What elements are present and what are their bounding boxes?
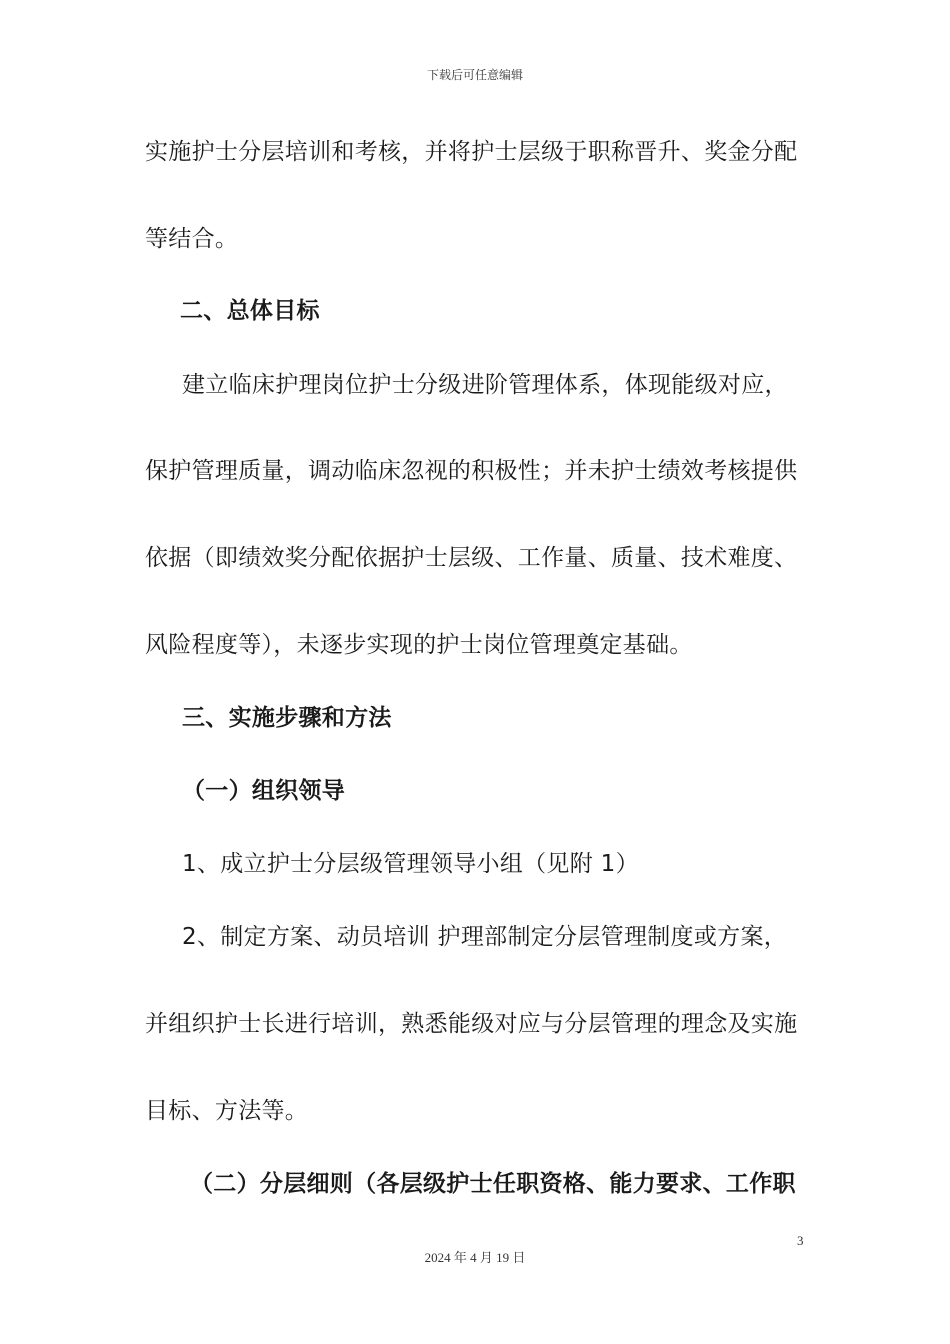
paragraph-line: 依据（即绩效奖分配依据护士层级、工作量、质量、技术难度、 <box>145 545 798 571</box>
paragraph-line: 风险程度等），未逐步实现的护士岗位管理奠定基础。 <box>145 632 693 658</box>
paragraph-line: 目标、方法等。 <box>145 1098 309 1124</box>
page-number: 3 <box>797 1233 804 1248</box>
paragraph-line: 并组织护士长进行培训，熟悉能级对应与分层管理的理念及实施 <box>145 1011 798 1037</box>
paragraph-line: 实施护士分层培训和考核，并将护士层级于职称晋升、奖金分配 <box>145 139 798 165</box>
subsection-heading-layer-rules: （二）分层细则（各层级护士任职资格、能力要求、工作职 <box>190 1171 796 1197</box>
paragraph-line: 建立临床护理岗位护士分级进阶管理体系，体现能级对应， <box>182 372 788 398</box>
paragraph-line: 保护管理质量，调动临床忽视的积极性；并未护士绩效考核提供 <box>145 458 798 484</box>
list-item: 1、成立护士分层级管理领导小组（见附 1） <box>182 851 639 877</box>
footer-date: 2024 年 4 月 19 日 <box>424 1250 526 1265</box>
paragraph-line: 等结合。 <box>145 226 239 252</box>
subsection-heading-organization: （一）组织领导 <box>182 778 346 804</box>
list-item: 2、制定方案、动员培训 护理部制定分层管理制度或方案， <box>182 924 788 950</box>
section-heading-steps-methods: 三、实施步骤和方法 <box>182 705 392 731</box>
section-heading-overall-goal: 二、总体目标 <box>180 298 320 324</box>
page-header: 下载后可任意编辑 <box>426 68 523 82</box>
